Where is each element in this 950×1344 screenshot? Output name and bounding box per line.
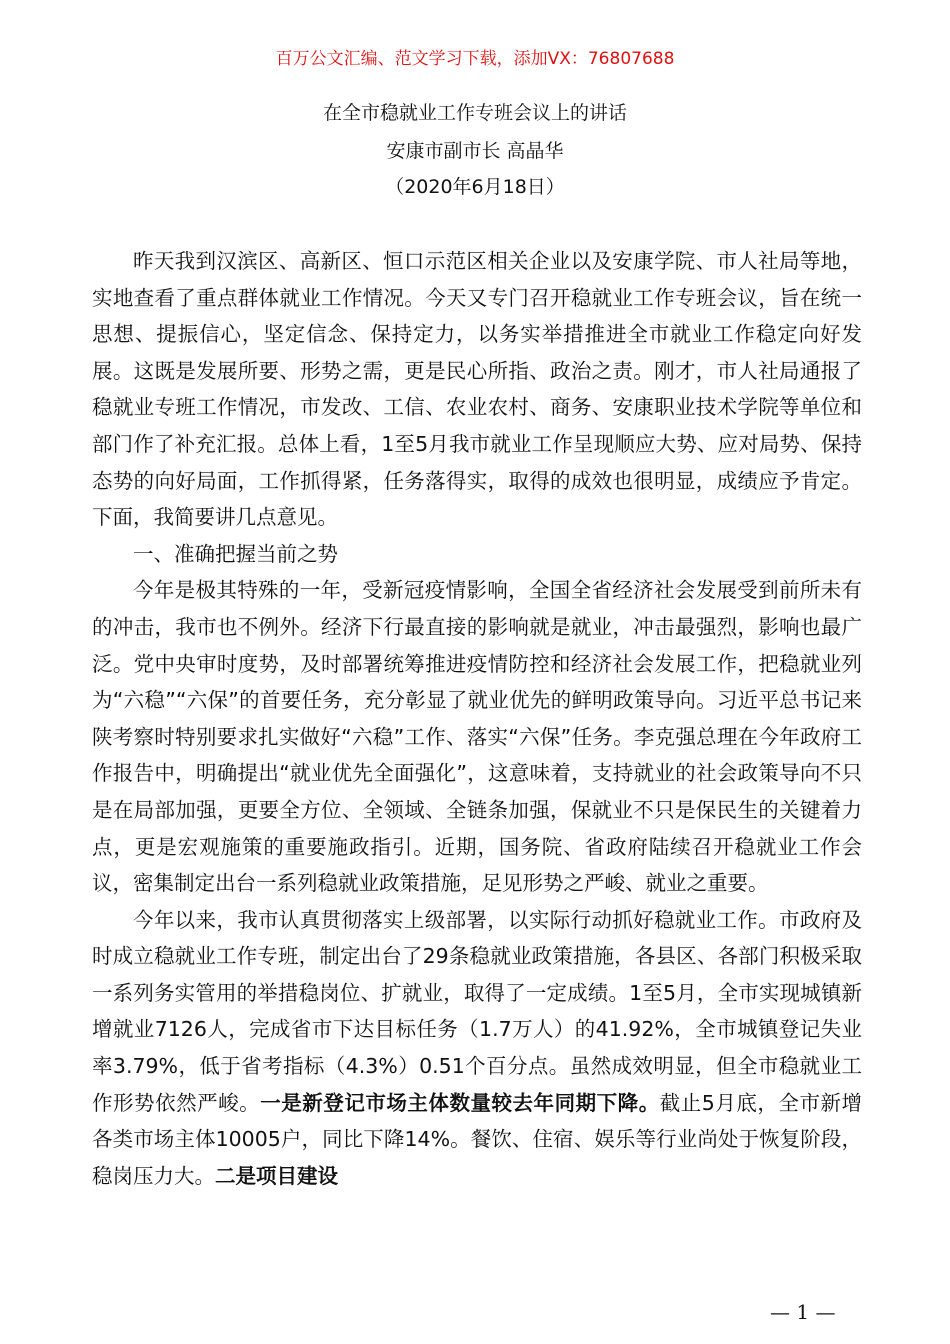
paragraph xyxy=(92,902,862,1195)
bold-point-1: 一是新登记市场主体数量较去年同期下降。 xyxy=(260,1090,660,1115)
paragraph-text: 今年以来，我市认真贯彻落实上级部署，以实际行动抓好稳就业工作。市政府及时成立稳就业工作专班，制定出台了29条稳就业政策措施，各县区、各部门积极采取一系列务实管用的举措稳岗位、扩就业，取得了一定成绩。1至5月，全市实现城镇新增就业7126人，完成省市下达目标任务（1.7万人）的41.92%，全市城镇登记失业率3.79%，低于省考指标（4.3%）0.51个百分点。虽然成效明显，但全市稳就业工作形势依然严峻。 xyxy=(92,907,862,1115)
watermark-banner: 百万公文汇编、范文学习下载，添加VX：76807688 xyxy=(275,49,675,69)
paragraph: 今年是极其特殊的一年，受新冠疫情影响，全国全省经济社会发展受到前所未有的冲击，我市也不例外。经济下行最直接的影响就是就业，冲击最强烈，影响也最广泛。党中央审时度势，及时部署统筹推进疫情防控和经济社会发展工作，把稳就业列为“六稳”“六保”的首要任务，充分彰显了就业优先的鲜明政策导向。习近平总书记来陕考察时特别要求扎实做好“六稳”工作、落实“六保”任务。李克强总理在今年政府工作报告中，明确提出“就业优先全面强化”，这意味着，支持就业的社会政策导向不只是在局部加强，更要全方位、全领域、全链条加强，保就业不只是保民生的关键着力点，更是宏观施策的重要施政指引。近期，国务院、省政府陆续召开稳就业工作会议，密集制定出台一系列稳就业政策措施，足见形势之严峻、就业之重要。 xyxy=(92,578,862,896)
bold-point-2: 二是项目建设 xyxy=(215,1163,338,1188)
paragraph-text: 截止5月底，全市新增各类市场主体10005户，同比下降14%。餐饮、住宿、娱乐等行业尚处于恢复阶段，稳岗压力大。 xyxy=(92,1090,863,1188)
page-title: 在全市稳就业工作专班会议上的讲话 xyxy=(322,102,627,124)
page-number: — 1 — xyxy=(770,1300,836,1324)
section-heading: 一、准确把握当前之势 xyxy=(133,541,338,566)
paragraph: 昨天我到汉滨区、高新区、恒口示范区相关企业以及安康学院、市人社局等地，实地查看了重点群体就业工作情况。今天又专门召开稳就业工作专班会议，旨在统一思想、提振信心，坚定信念、保持定力，以务实举措推进全市就业工作稳定向好发展。这既是发展所要、形势之需，更是民心所指、政治之责。刚才，市人社局通报了稳就业专班工作情况，市发改、工信、农业农村、商务、安康职业技术学院等单位和部门作了补充汇报。总体上看，1至5月我市就业工作呈现顺应大势、应对局势、保持态势的向好局面，工作抓得紧，任务落得实，取得的成效也很明显，成绩应予肯定。下面，我简要讲几点意见。 xyxy=(92,249,862,530)
document-body xyxy=(92,243,862,1194)
date-line: （2020年6月18日） xyxy=(385,176,565,198)
author-line: 安康市副市长 高晶华 xyxy=(386,140,564,162)
